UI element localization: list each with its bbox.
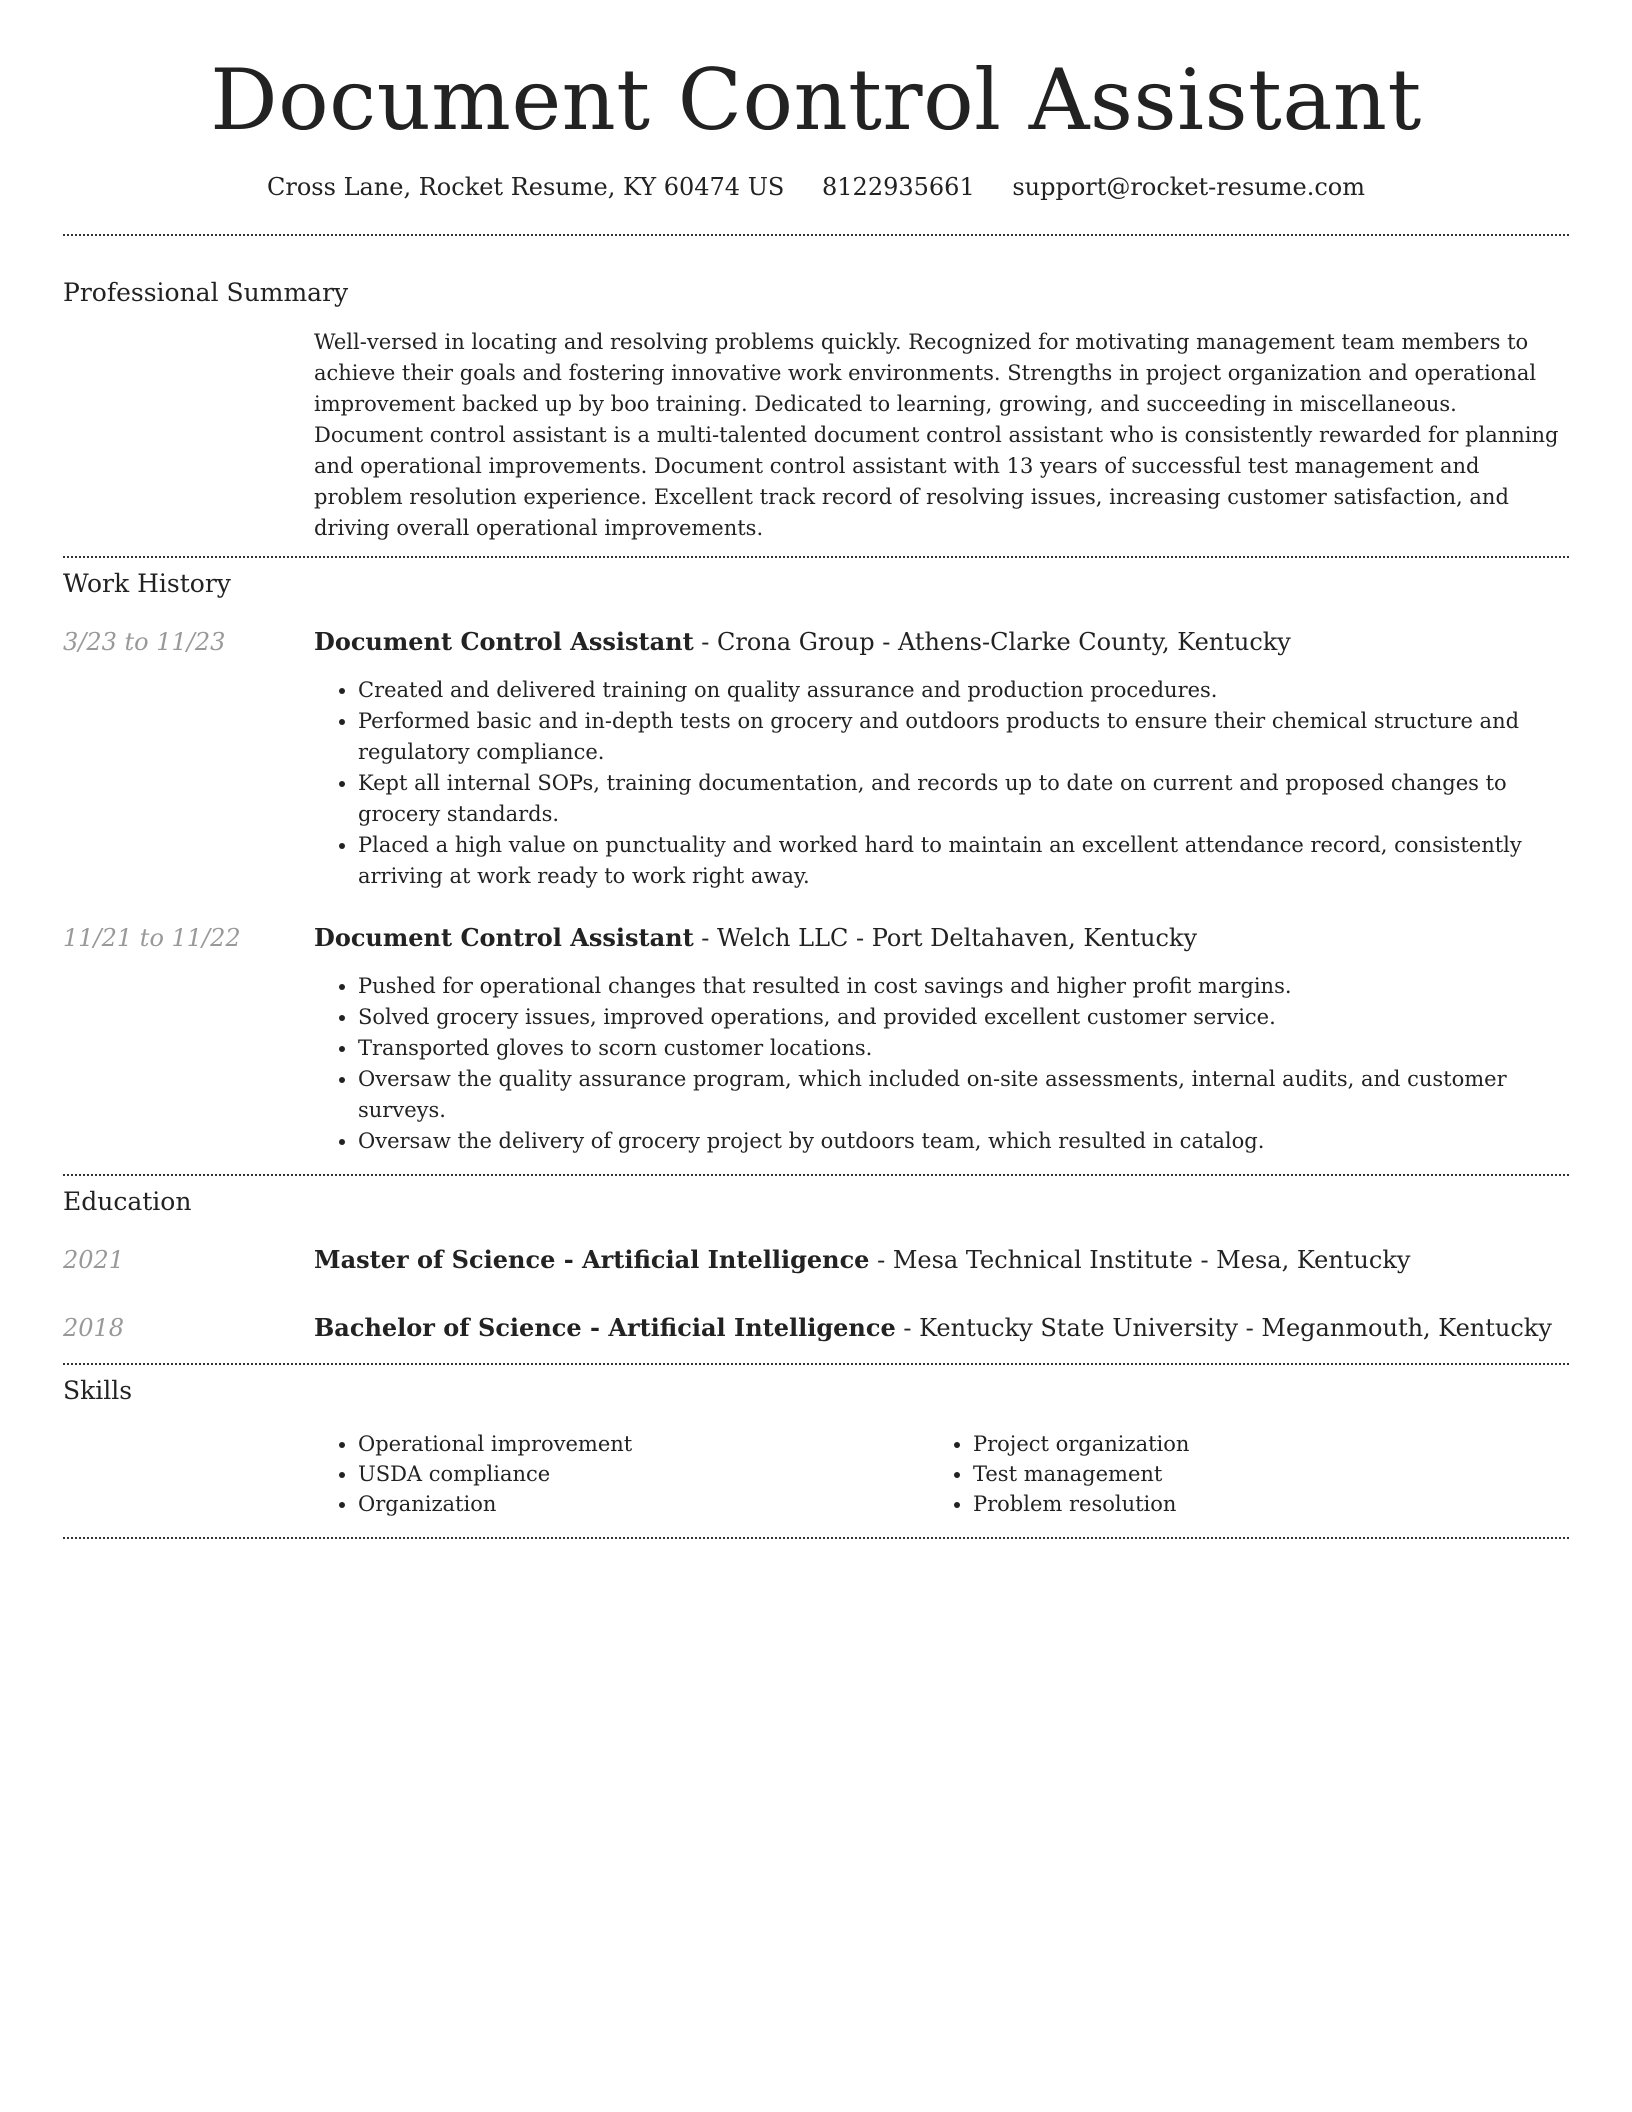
skill-item: • Problem resolution (973, 1489, 1544, 1519)
education-year: 2021 (63, 1246, 125, 1274)
skill-item: • Test management (973, 1459, 1544, 1489)
skill-item: • Project organization (973, 1429, 1544, 1459)
job-dates: 11/21 to 11/22 (63, 924, 241, 952)
skills-section (63, 1375, 1569, 1519)
work-history-heading: Work History (63, 569, 231, 598)
list-item: • Created and delivered training on quality assurance and production procedures. (358, 675, 1569, 706)
candidate-name: Document Control Assistant (210, 51, 1422, 149)
list-item: • Transported gloves to scorn customer locations. (358, 1033, 1569, 1064)
summary-section (63, 277, 1569, 544)
work-history-section (63, 568, 1569, 1157)
skills-list-right (929, 1429, 1544, 1519)
job-bullets (314, 971, 1569, 1157)
contact-email: support@rocket-resume.com (1012, 173, 1365, 201)
divider (63, 1363, 1569, 1365)
education-degree: Master of Science - Artificial Intelligence (314, 1245, 870, 1274)
job-entry (63, 922, 1569, 1157)
divider (63, 1174, 1569, 1176)
summary-text: Well-versed in locating and resolving problems quickly. Recognized for motivating management team members to achieve their goals and fostering innovative work environments. Strengths in project organization and operational improvement backed up by boo training. Dedicated to learning, growing, and succeeding in miscellaneous. Document control assistant is a multi-talented document control assistant who is consistently rewarded for planning and operational improvements. Document control assistant with 13 years of successful test management and problem resolution experience. Excellent track record of resolving issues, increasing customer satisfaction, and driving overall operational improvements. (314, 330, 1559, 540)
contact-phone: 8122935661 (822, 173, 975, 201)
list-item: • Performed basic and in-depth tests on grocery and outdoors products to ensure their chemical structure and regulatory compliance. (358, 706, 1569, 768)
skills-heading: Skills (63, 1376, 133, 1405)
summary-heading: Professional Summary (63, 278, 349, 307)
contact-address: Cross Lane, Rocket Resume, KY 60474 US (267, 173, 785, 201)
divider (63, 556, 1569, 558)
education-entry (63, 1312, 1569, 1344)
job-company: - Welch LLC - Port Deltahaven, Kentucky (693, 924, 1198, 952)
education-degree: Bachelor of Science - Artificial Intelligence (314, 1313, 896, 1342)
skill-item: • Organization (358, 1489, 929, 1519)
list-item: • Oversaw the delivery of grocery project by outdoors team, which resulted in catalog. (358, 1126, 1569, 1157)
job-title (314, 922, 1569, 954)
education-year: 2018 (63, 1314, 125, 1342)
skill-item: • USDA compliance (358, 1459, 929, 1489)
job-company: - Crona Group - Athens-Clarke County, Kentucky (693, 628, 1291, 656)
list-item: • Pushed for operational changes that resulted in cost savings and higher profit margins. (358, 971, 1569, 1002)
job-entry (63, 626, 1569, 892)
contact-line (63, 172, 1569, 202)
divider (63, 1537, 1569, 1539)
divider (63, 234, 1569, 236)
job-title (314, 626, 1569, 658)
list-item: • Solved grocery issues, improved operations, and provided excellent customer service. (358, 1002, 1569, 1033)
list-item: • Placed a high value on punctuality and worked hard to maintain an excellent attendance record, consistently arriving at work ready to work right away. (358, 830, 1569, 892)
skill-item: • Operational improvement (358, 1429, 929, 1459)
education-school: - Mesa Technical Institute - Mesa, Kentucky (869, 1246, 1411, 1274)
education-heading: Education (63, 1187, 192, 1216)
job-role: Document Control Assistant (314, 627, 694, 656)
education-section (63, 1186, 1569, 1344)
job-bullets (314, 675, 1569, 892)
education-school: - Kentucky State University - Meganmouth, Kentucky (895, 1314, 1552, 1342)
skills-grid (314, 1429, 1569, 1519)
skills-list-left (314, 1429, 929, 1519)
list-item: • Kept all internal SOPs, training documentation, and records up to date on current and proposed changes to grocery standards. (358, 768, 1569, 830)
education-entry (63, 1244, 1569, 1276)
job-role: Document Control Assistant (314, 923, 694, 952)
list-item: • Oversaw the quality assurance program, which included on-site assessments, internal audits, and customer surveys. (358, 1064, 1569, 1126)
job-dates: 3/23 to 11/23 (63, 628, 226, 656)
